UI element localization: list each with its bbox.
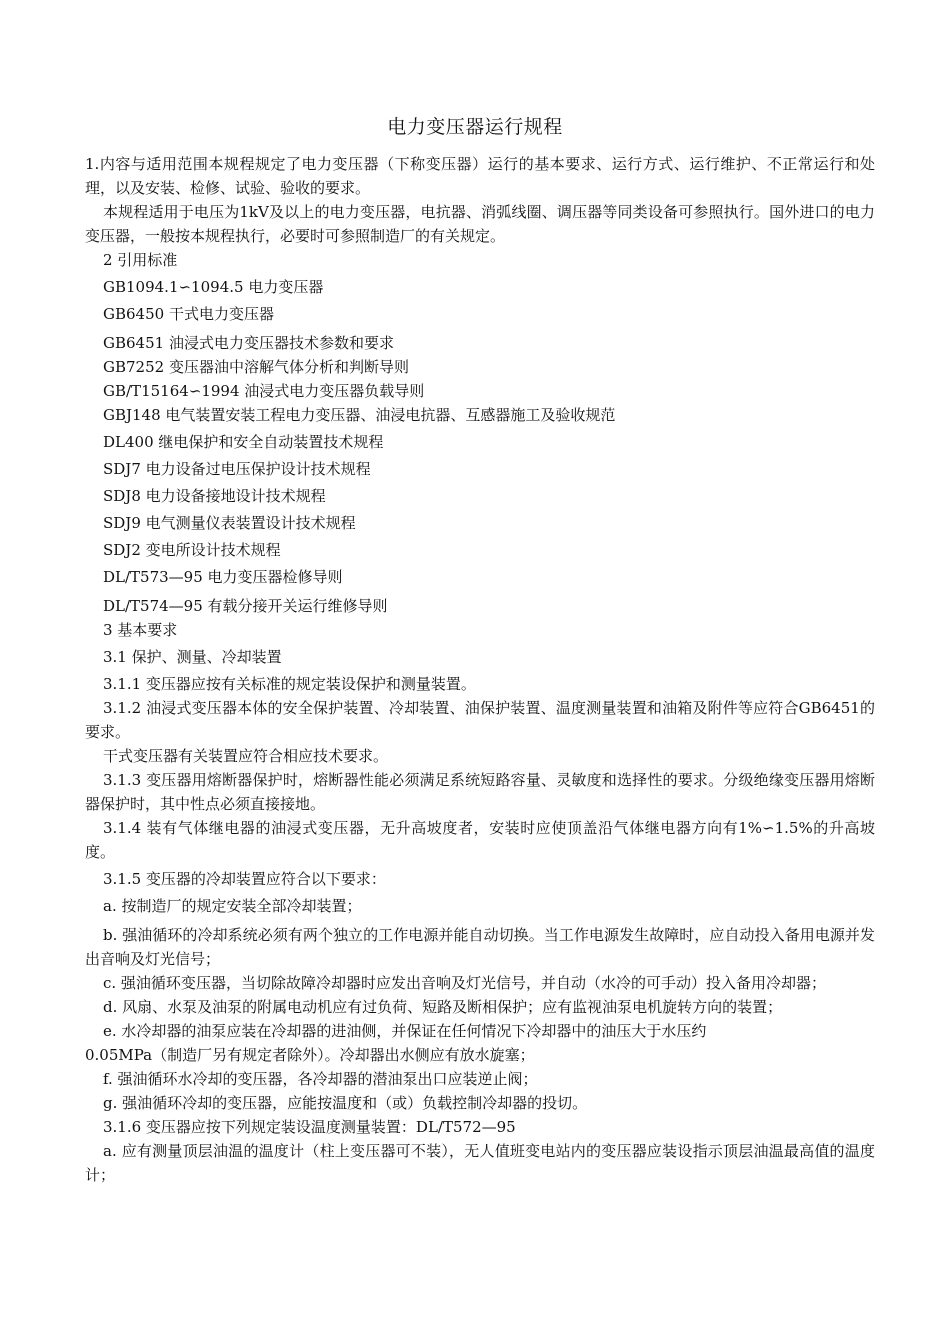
clause-3-1-5-e-line1: e. 水冷却器的油泵应装在冷却器的进油侧，并保证在任何情况下冷却器中的油压大于水压约	[103, 1022, 707, 1040]
clause-3-1-5-a: a. 按制造厂的规定安装全部冷却装置；	[103, 897, 362, 915]
reference-item: GBJ148 电气装置安装工程电力变压器、油浸电抗器、互感器施工及验收规范	[103, 406, 616, 424]
reference-item: DL/T574—95 有载分接开关运行维修导则	[103, 597, 388, 615]
clause-3-1-5-f: f. 强油循环水冷却的变压器，各冷却器的潜油泵出口应装逆止阀；	[103, 1070, 538, 1088]
clause-3-1-6: 3.1.6 变压器应按下列规定装设温度测量装置：DL/T572—95	[103, 1118, 516, 1136]
clause-3-1-5-c: c. 强油循环变压器，当切除故障冷却器时应发出音响及灯光信号，并自动（水冷的可手动）投入备用冷却器；	[103, 974, 826, 992]
reference-item: SDJ2 变电所设计技术规程	[103, 541, 281, 559]
reference-item: GB6451 油浸式电力变压器技术参数和要求	[103, 334, 394, 352]
clause-3-1-5: 3.1.5 变压器的冷却装置应符合以下要求：	[103, 870, 386, 888]
scope-paragraph: 1.内容与适用范围本规程规定了电力变压器（下称变压器）运行的基本要求、运行方式、运行维护、不正常运行和处理，以及安装、检修、试验、验收的要求。	[85, 155, 875, 197]
reference-item: SDJ8 电力设备接地设计技术规程	[103, 487, 326, 505]
subsection-heading: 3.1 保护、测量、冷却装置	[103, 648, 282, 666]
clause-3-1-5-g: g. 强油循环冷却的变压器，应能按温度和（或）负载控制冷却器的投切。	[103, 1094, 588, 1112]
reference-item: SDJ7 电力设备过电压保护设计技术规程	[103, 460, 371, 478]
clause-3-1-4: 3.1.4 装有气体继电器的油浸式变压器，无升高坡度者，安装时应使顶盖沿气体继电器方向有1%∽1.5%的升高坡度。	[85, 819, 875, 861]
reference-item: DL400 继电保护和安全自动装置技术规程	[103, 433, 384, 451]
reference-item: GB6450 干式电力变压器	[103, 305, 274, 323]
applicability-paragraph: 本规程适用于电压为1kV及以上的电力变压器，电抗器、消弧线圈、调压器等同类设备可参照执行。国外进口的电力变压器，一般按本规程执行，必要时可参照制造厂的有关规定。	[85, 203, 875, 245]
reference-item: GB1094.1∽1094.5 电力变压器	[103, 278, 324, 296]
clause-3-1-2: 3.1.2 油浸式变压器本体的安全保护装置、冷却装置、油保护装置、温度测量装置和油箱及附件等应符合GB6451的要求。	[85, 699, 875, 741]
reference-item: GB7252 变压器油中溶解气体分析和判断导则	[103, 358, 409, 376]
reference-item: SDJ9 电气测量仪表装置设计技术规程	[103, 514, 356, 532]
clause-3-1-5-e-line2: 0.05MPa（制造厂另有规定者除外）。冷却器出水侧应有放水旋塞；	[85, 1046, 535, 1064]
section-heading-basic-requirements: 3 基本要求	[103, 621, 178, 639]
document-title: 电力变压器运行规程	[387, 116, 563, 138]
clause-3-1-5-b: b. 强油循环的冷却系统必须有两个独立的工作电源并能自动切换。当工作电源发生故障时，应自动投入备用电源并发出音响及灯光信号；	[85, 926, 875, 968]
clause-3-1-5-d: d. 风扇、水泵及油泵的附属电动机应有过负荷、短路及断相保护；应有监视油泵电机旋转方向的装置；	[103, 998, 783, 1016]
clause-3-1-2-dry-type: 干式变压器有关装置应符合相应技术要求。	[103, 747, 389, 765]
clause-3-1-1: 3.1.1 变压器应按有关标准的规定装设保护和测量装置。	[103, 675, 476, 693]
reference-item: GB/T15164∽1994 油浸式电力变压器负载导则	[103, 382, 425, 400]
clause-3-1-3: 3.1.3 变压器用熔断器保护时，熔断器性能必须满足系统短路容量、灵敏度和选择性的要求。分级绝缘变压器用熔断器保护时，其中性点必须直接接地。	[85, 771, 875, 813]
document-body	[85, 152, 875, 1187]
clause-3-1-6-a: a. 应有测量顶层油温的温度计（柱上变压器可不装），无人值班变电站内的变压器应装设指示顶层油温最高值的温度计；	[85, 1142, 875, 1184]
reference-item: DL/T573—95 电力变压器检修导则	[103, 568, 343, 586]
section-heading-references: 2 引用标准	[103, 251, 178, 269]
